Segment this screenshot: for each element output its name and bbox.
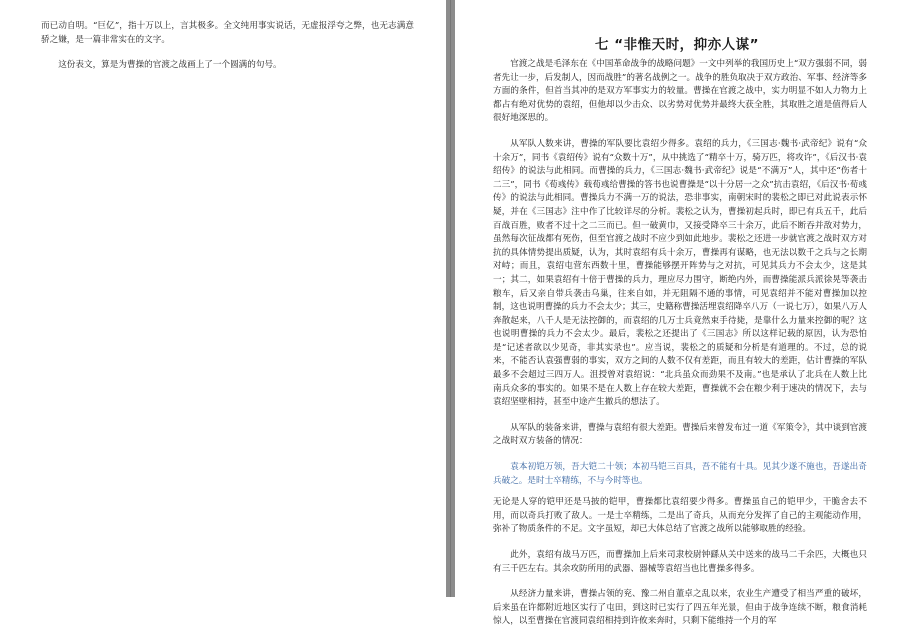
right-paragraph-5: 此外，袁绍有战马万匹，而曹操加上后来司隶校尉钟繇从关中送来的战马二千余匹，大概也只有三千匹左右。其余攻防所用的武器、器械等袁绍当也比曹操多得多。 — [493, 550, 867, 574]
right-paragraph-1: 官渡之战是毛泽东在《中国革命战争的战略问题》一文中列举的我国历史上“双方强弱不同，弱者先让一步，后发制人，因而战胜”的著名战例之一。战争的胜负取决于双方政治、军事、经济等多方面的条件，但首当其冲的是双方军事实力的较量。曹操在官渡之战中，实力明显不如人力物力上都占有绝对优势的袁绍，但他却以少击众、以劣势对优势并最终大获全胜，其取胜之道是值得后人很好地深思的。 — [493, 59, 867, 124]
page-divider — [446, 0, 455, 597]
left-paragraph-1: 而已动自明。“巨亿”，指十万以上，言其极多。全文纯用事实说话，无虚报浮夸之弊，也无志满意骄之嫌，是一篇非常实在的文字。 — [41, 21, 414, 45]
military-order-quote: 袁本初铠万领，吾大铠二十领；本初马铠三百具，吾不能有十具。见其少遂不施也，吾遂出奇兵破之。是时士卒精练，不与今时等也。 — [493, 462, 867, 486]
right-paragraph-6: 从经济力量来讲，曹操占领的兖、豫二州自董卓之乱以来，农业生产遭受了相当严重的破坏，后来虽在许都附近地区实行了屯田，到这时已实行了四五年光景，但由于战争连续不断，粮食消耗惊人，以至曹操在官渡同袁绍相持到许攸来奔时，只剩下能维持一个月的军 — [493, 589, 867, 627]
right-page-content — [493, 58, 867, 629]
right-page — [455, 0, 899, 627]
left-page — [0, 0, 446, 597]
right-paragraph-4: 无论是人穿的铠甲还是马披的铠甲，曹操都比袁绍要少得多。曹操虽自己的铠甲少，干脆舍去不用，而以奇兵打败了敌人。一是士卒精练，二是出了奇兵，从而充分发挥了自己的主观能动作用，弥补了物质条件的不足。文字虽短，却已大体总结了官渡之战所以能够取胜的经验。 — [493, 497, 867, 535]
chapter-title: 七 “非惟天时，抑亦人谋” — [595, 37, 759, 53]
right-paragraph-3: 从军队的装备来讲，曹操与袁绍有很大差距。曹操后来曾发布过一道《军策令》，其中谈到官渡之战时双方装备的情况： — [493, 422, 867, 447]
left-paragraph-2: 这份表文，算是为曹操的官渡之战画上了一个圆满的句号。 — [58, 60, 282, 71]
right-paragraph-2: 从军队人数来讲，曹操的军队要比袁绍少得多。袁绍的兵力，《三国志·魏书·武帝纪》说有“众十余万”，同书《袁绍传》说有“众数十万”，从中挑选了“精卒十万，骑万匹，将攻许”，《后汉书·袁绍传》的说法与此相同。而曹操的兵力，《三国志·魏书·武帝纪》说是“不满万”人，其中还“伤者十二三”，同书《荀彧传》载荀彧给曹操的答书也说曹操是“以十分居一之众”抗击袁绍，《后汉书·荀彧传》的说法与此相同。曹操兵力不满一万的说法，恐非事实，南朝宋时的裴松之即已对此说表示怀疑，并在《三国志》注中作了比较详尽的分析。裴松之认为，曹操初起兵时，即已有兵五千，此后百战百胜，败者不过十之二三而已。但一破黄巾，又接受降卒三十余万，此后不断吞并敌对势力，虽然每次征战都有死伤，但至官渡之战时不应少到如此地步。裴松之还进一步就官渡之战时双方对抗的具体情势提出质疑，认为，其时袁绍有兵十余万，曹操再有谋略，也无法以数千之兵与之长期对峙；而且，袁绍屯营东西数十里，曹操能够摆开阵势与之对抗，可见其兵力不会太少，这是其一；其二，如果袁绍有十倍于曹操的兵力，理应尽力围守，断绝内外，而曹操能派兵派徐晃等袭击粮车，后又亲自带兵袭击乌巢，往来自如，并无阻隔不通的事情，可见袁绍并不能对曹操加以控制，这也说明曹操的兵力不会太少；其三，史籍称曹操活埋袁绍降卒八万（一说七万），如果八万人奔散起来，八千人是无法控御的，而袁绍的几万士兵竟然束手待毙，是靠什么力量来控御的呢？这也说明曹操的兵力不会太少。最后，裴松之还提出了《三国志》所以这样记载的原因，认为恐怕是“记述者欲以少见奇，非其实录也”。应当说，裴松之的质疑和分析是有道理的。不过，总的说来，不能否认袁强曹弱的事实，双方之间的人数不仅有差距，而且有较大的差距，估计曹操的军队最多不会超过三四万人。沮授曾对袁绍说：“北兵虽众而劲果不及南。”也是承认了北兵在人数上比南兵众多的事实的。如果不是在人数上存在较大差距，曹操就不会在粮少利于速决的情况下，去与袁绍坚壁相持，甚至中途产生撤兵的想法了。 — [493, 138, 867, 408]
left-page-content — [41, 20, 414, 73]
